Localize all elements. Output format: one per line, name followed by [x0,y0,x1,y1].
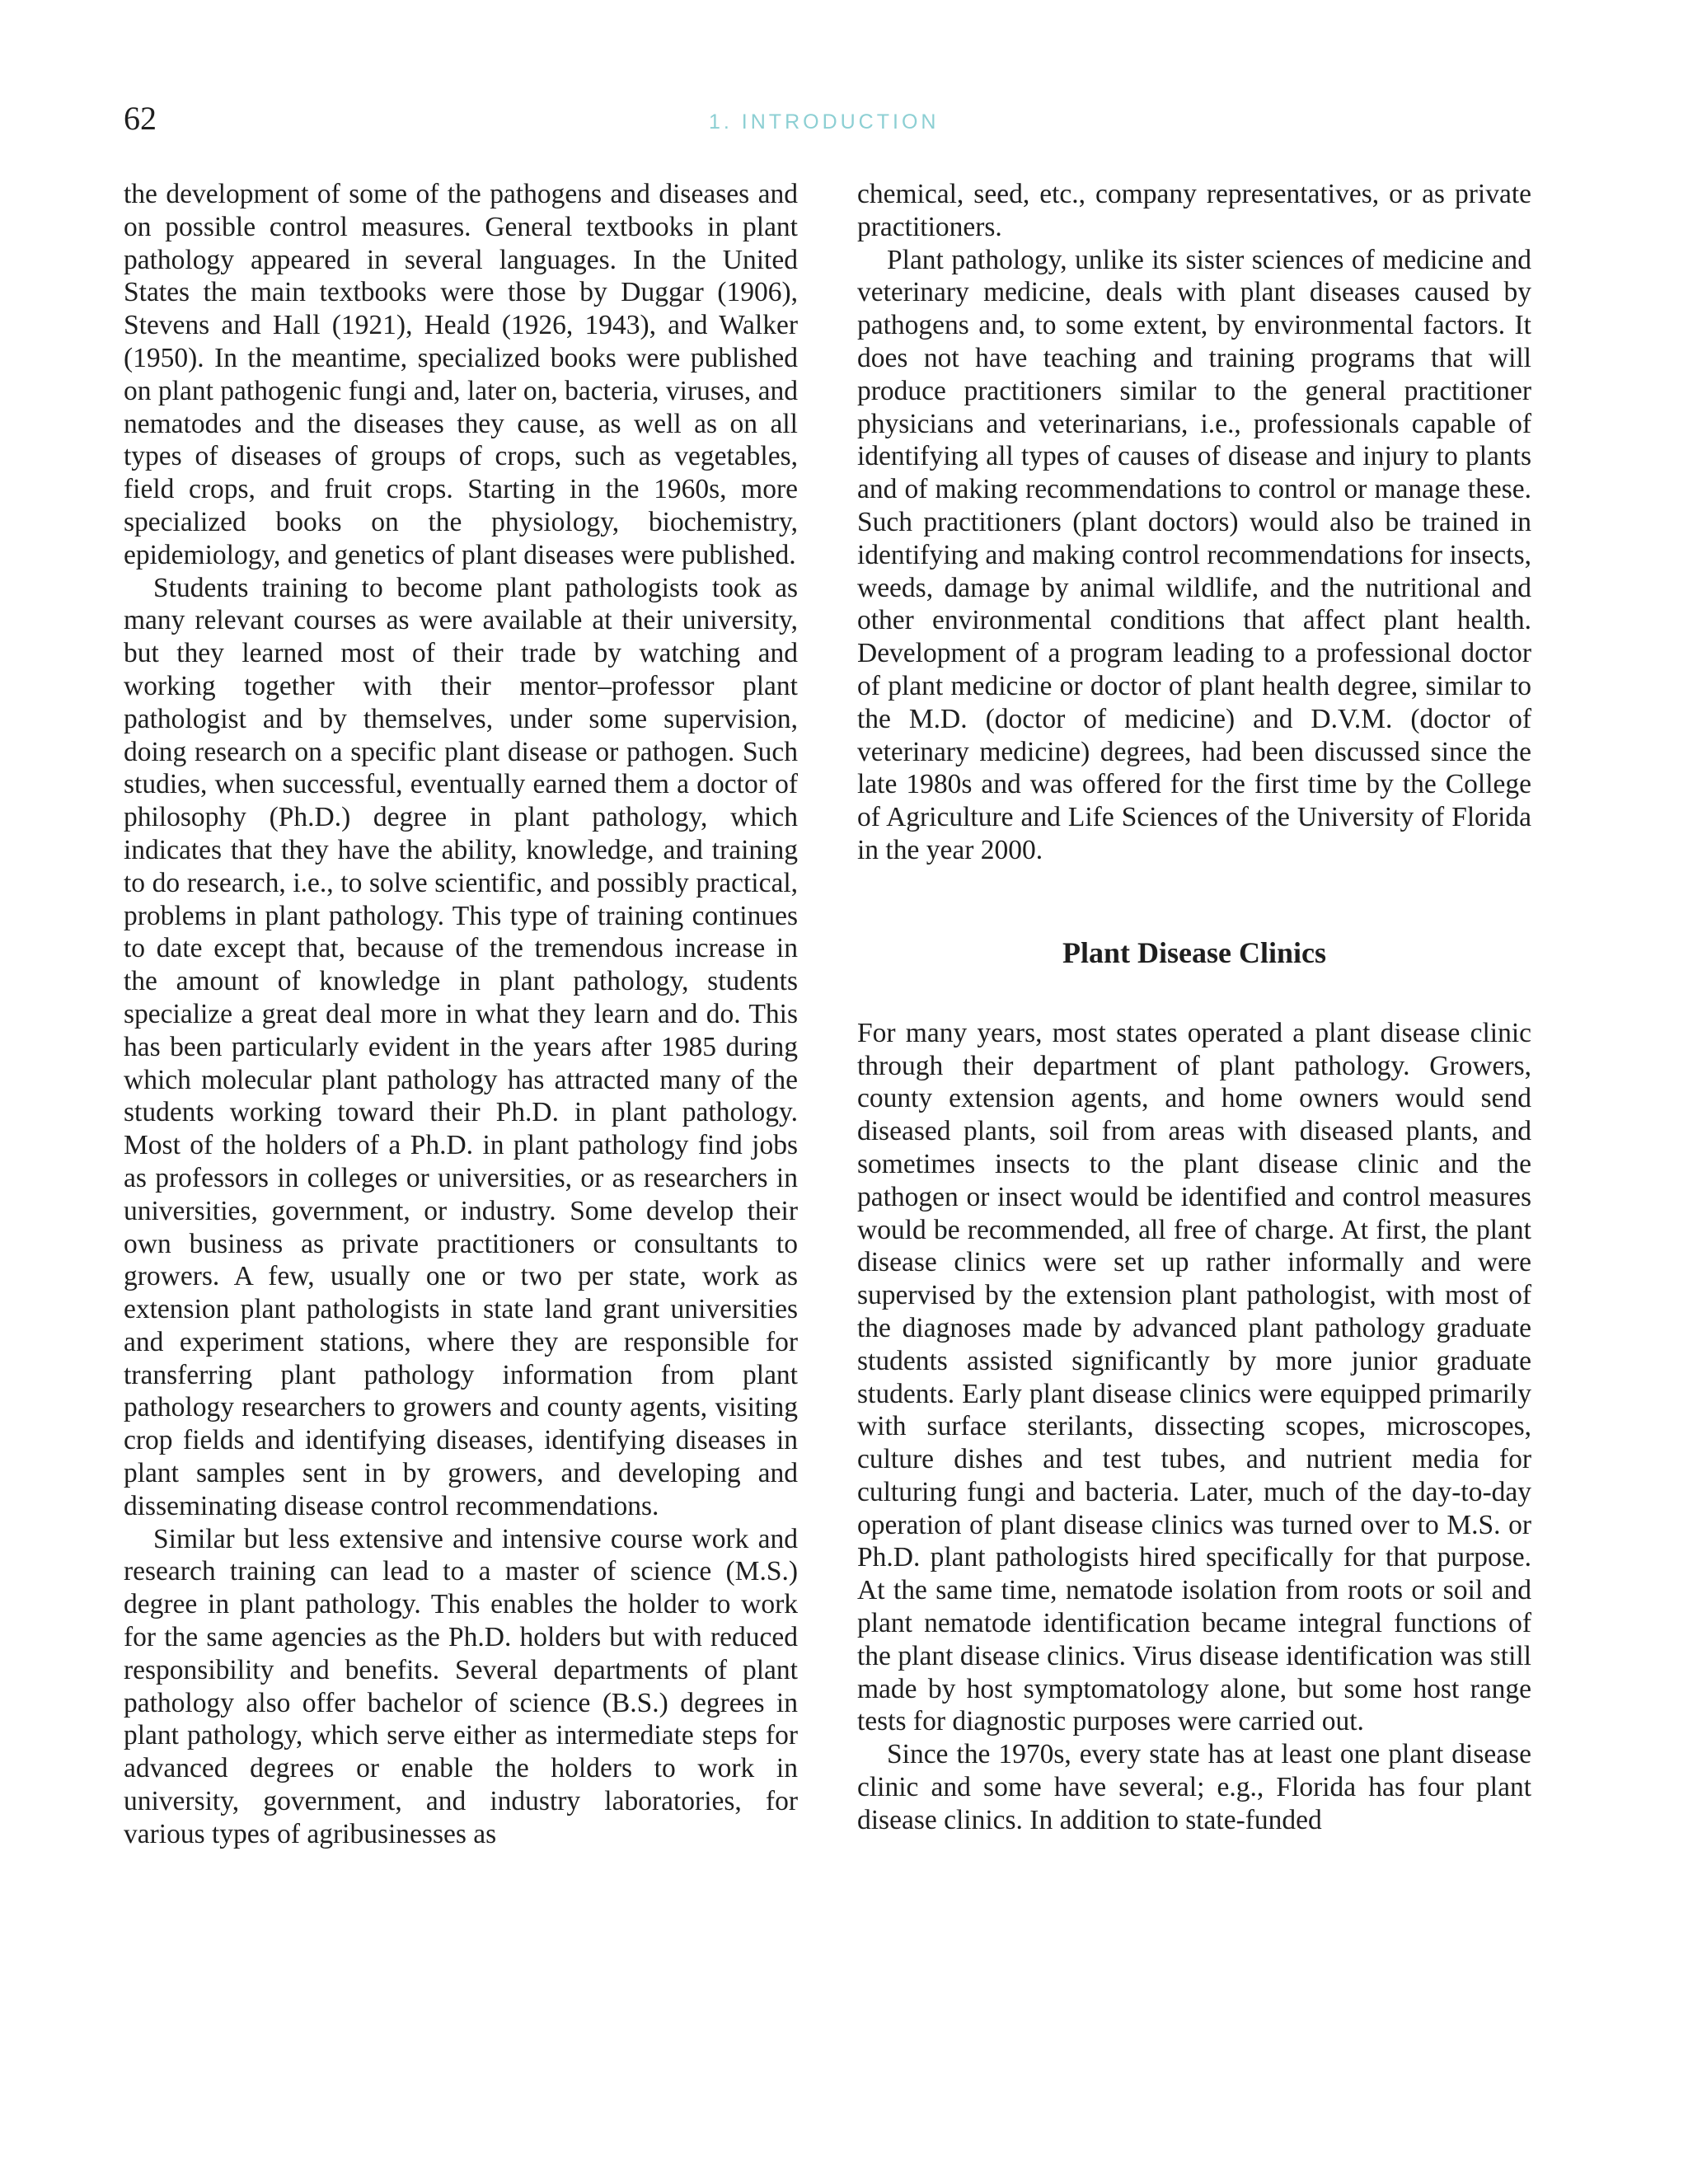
section-heading: Plant Disease Clinics [1062,935,1326,969]
paragraph: Students training to become plant pathologists took as many relevant courses as were available at their university, but they learned most of their trade by watching and working together with their mentor–professor plant pathologist and by themselves, under some supervision, doing research on a specific plant disease or pathogen. Such studies, when successful, eventually earned them a doctor of philosophy (Ph.D.) degree in plant pathology, which indicates that they have the ability, knowledge, and training to do research, i.e., to solve scientific, and possibly practical, problems in plant pathology. This type of training continues to date except that, because of the tremendous increase in the amount of knowledge in plant pathology, students specialize a great deal more in what they learn and do. This has been particularly evident in the years after 1985 during which molecular plant pathology has attracted many of the students working toward their Ph.D. in plant pathology. Most of the holders of a Ph.D. in plant pathology find jobs as professors in colleges or universities, or as researchers in universities, government, or industry. Some develop their own business as private practitioners or consultants to growers. A few, usually one or two per state, work as extension plant pathologists in state land grant universities and experiment stations, where they are responsible for transferring plant pathology information from plant pathology researchers to growers and county agents, visiting crop fields and identifying diseases, identifying diseases in plant samples sent in by growers, and developing and disseminating disease control recommendations. [124,572,798,1521]
left-column [124,178,798,1851]
paragraph: Since the 1970s, every state has at least one plant disease clinic and some have several; e.g., Florida has four plant disease clinics. In addition to state-funded [857,1739,1531,1835]
paragraph: Similar but less extensive and intensive course work and research training can lead to a master of science (M.S.) degree in plant pathology. This enables the holder to work for the same agencies as the Ph.D. holders but with reduced responsibility and benefits. Several departments of plant pathology also offer bachelor of science (B.S.) degrees in plant pathology, which serve either as intermediate steps for advanced degrees or enable the holders to work in university, government, and industry laboratories, for various types of agribusinesses as [124,1523,798,1849]
running-head: 1. INTRODUCTION [709,110,940,134]
page-number: 62 [124,100,157,137]
paragraph: Plant pathology, unlike its sister sciences of medicine and veterinary medicine, deals with plant diseases caused by pathogens and, to some extent, by environmental factors. It does not have teaching and training programs that will produce practitioners similar to the general practitioner physicians and veterinarians, i.e., professionals capable of identifying all types of causes of disease and injury to plants and of making recommendations to control or manage these. Such practitioners (plant doctors) would also be trained in identifying and making control recommendations for insects, weeds, damage by animal wildlife, and the nutritional and other environmental conditions that affect plant health. Development of a program leading to a professional doctor of plant medicine or doctor of plant health degree, similar to the M.D. (doctor of medicine) and D.V.M. (doctor of veterinary medicine) degrees, had been discussed since the late 1980s and was offered for the first time by the College of Agriculture and Life Sciences of the University of Florida in the year 2000. [857,244,1531,865]
paragraph: the development of some of the pathogens and diseases and on possible control measures. General textbooks in plant pathology appeared in several languages. In the United States the main textbooks were those by Duggar (1906), Stevens and Hall (1921), Heald (1926, 1943), and Walker (1950). In the meantime, specialized books were published on plant pathogenic fungi and, later on, bacteria, viruses, and nematodes and the diseases they cause, as well as on all types of diseases of groups of crops, such as vegetables, field crops, and fruit crops. Starting in the 1960s, more specialized books on the physiology, biochemistry, epidemiology, and genetics of plant diseases were published. [124,179,798,570]
paragraph: chemical, seed, etc., company representatives, or as private practitioners. [857,179,1531,242]
paragraph: For many years, most states operated a plant disease clinic through their department of plant pathology. Growers, county extension agents, and home owners would send diseased plants, soil from areas with diseased plants, and sometimes insects to the plant disease clinic and the pathogen or insect would be identified and control measures would be recommended, all free of charge. At first, the plant disease clinics were set up rather informally and were supervised by the extension plant pathologist, with most of the diagnoses made by advanced plant pathology graduate students assisted significantly by more junior graduate students. Early plant disease clinics were equipped primarily with surface sterilants, dissecting scopes, microscopes, culture dishes and test tubes, and nutrient media for culturing fungi and bacteria. Later, much of the day-to-day operation of plant disease clinics was turned over to M.S. or Ph.D. plant pathologists hired specifically for that purpose. At the same time, nematode isolation from roots or soil and plant nematode identification became integral functions of the plant disease clinics. Virus disease identification was still made by host symptomatology alone, but some host range tests for diagnostic purposes were carried out. [857,1017,1531,1737]
right-column [857,178,1531,1837]
